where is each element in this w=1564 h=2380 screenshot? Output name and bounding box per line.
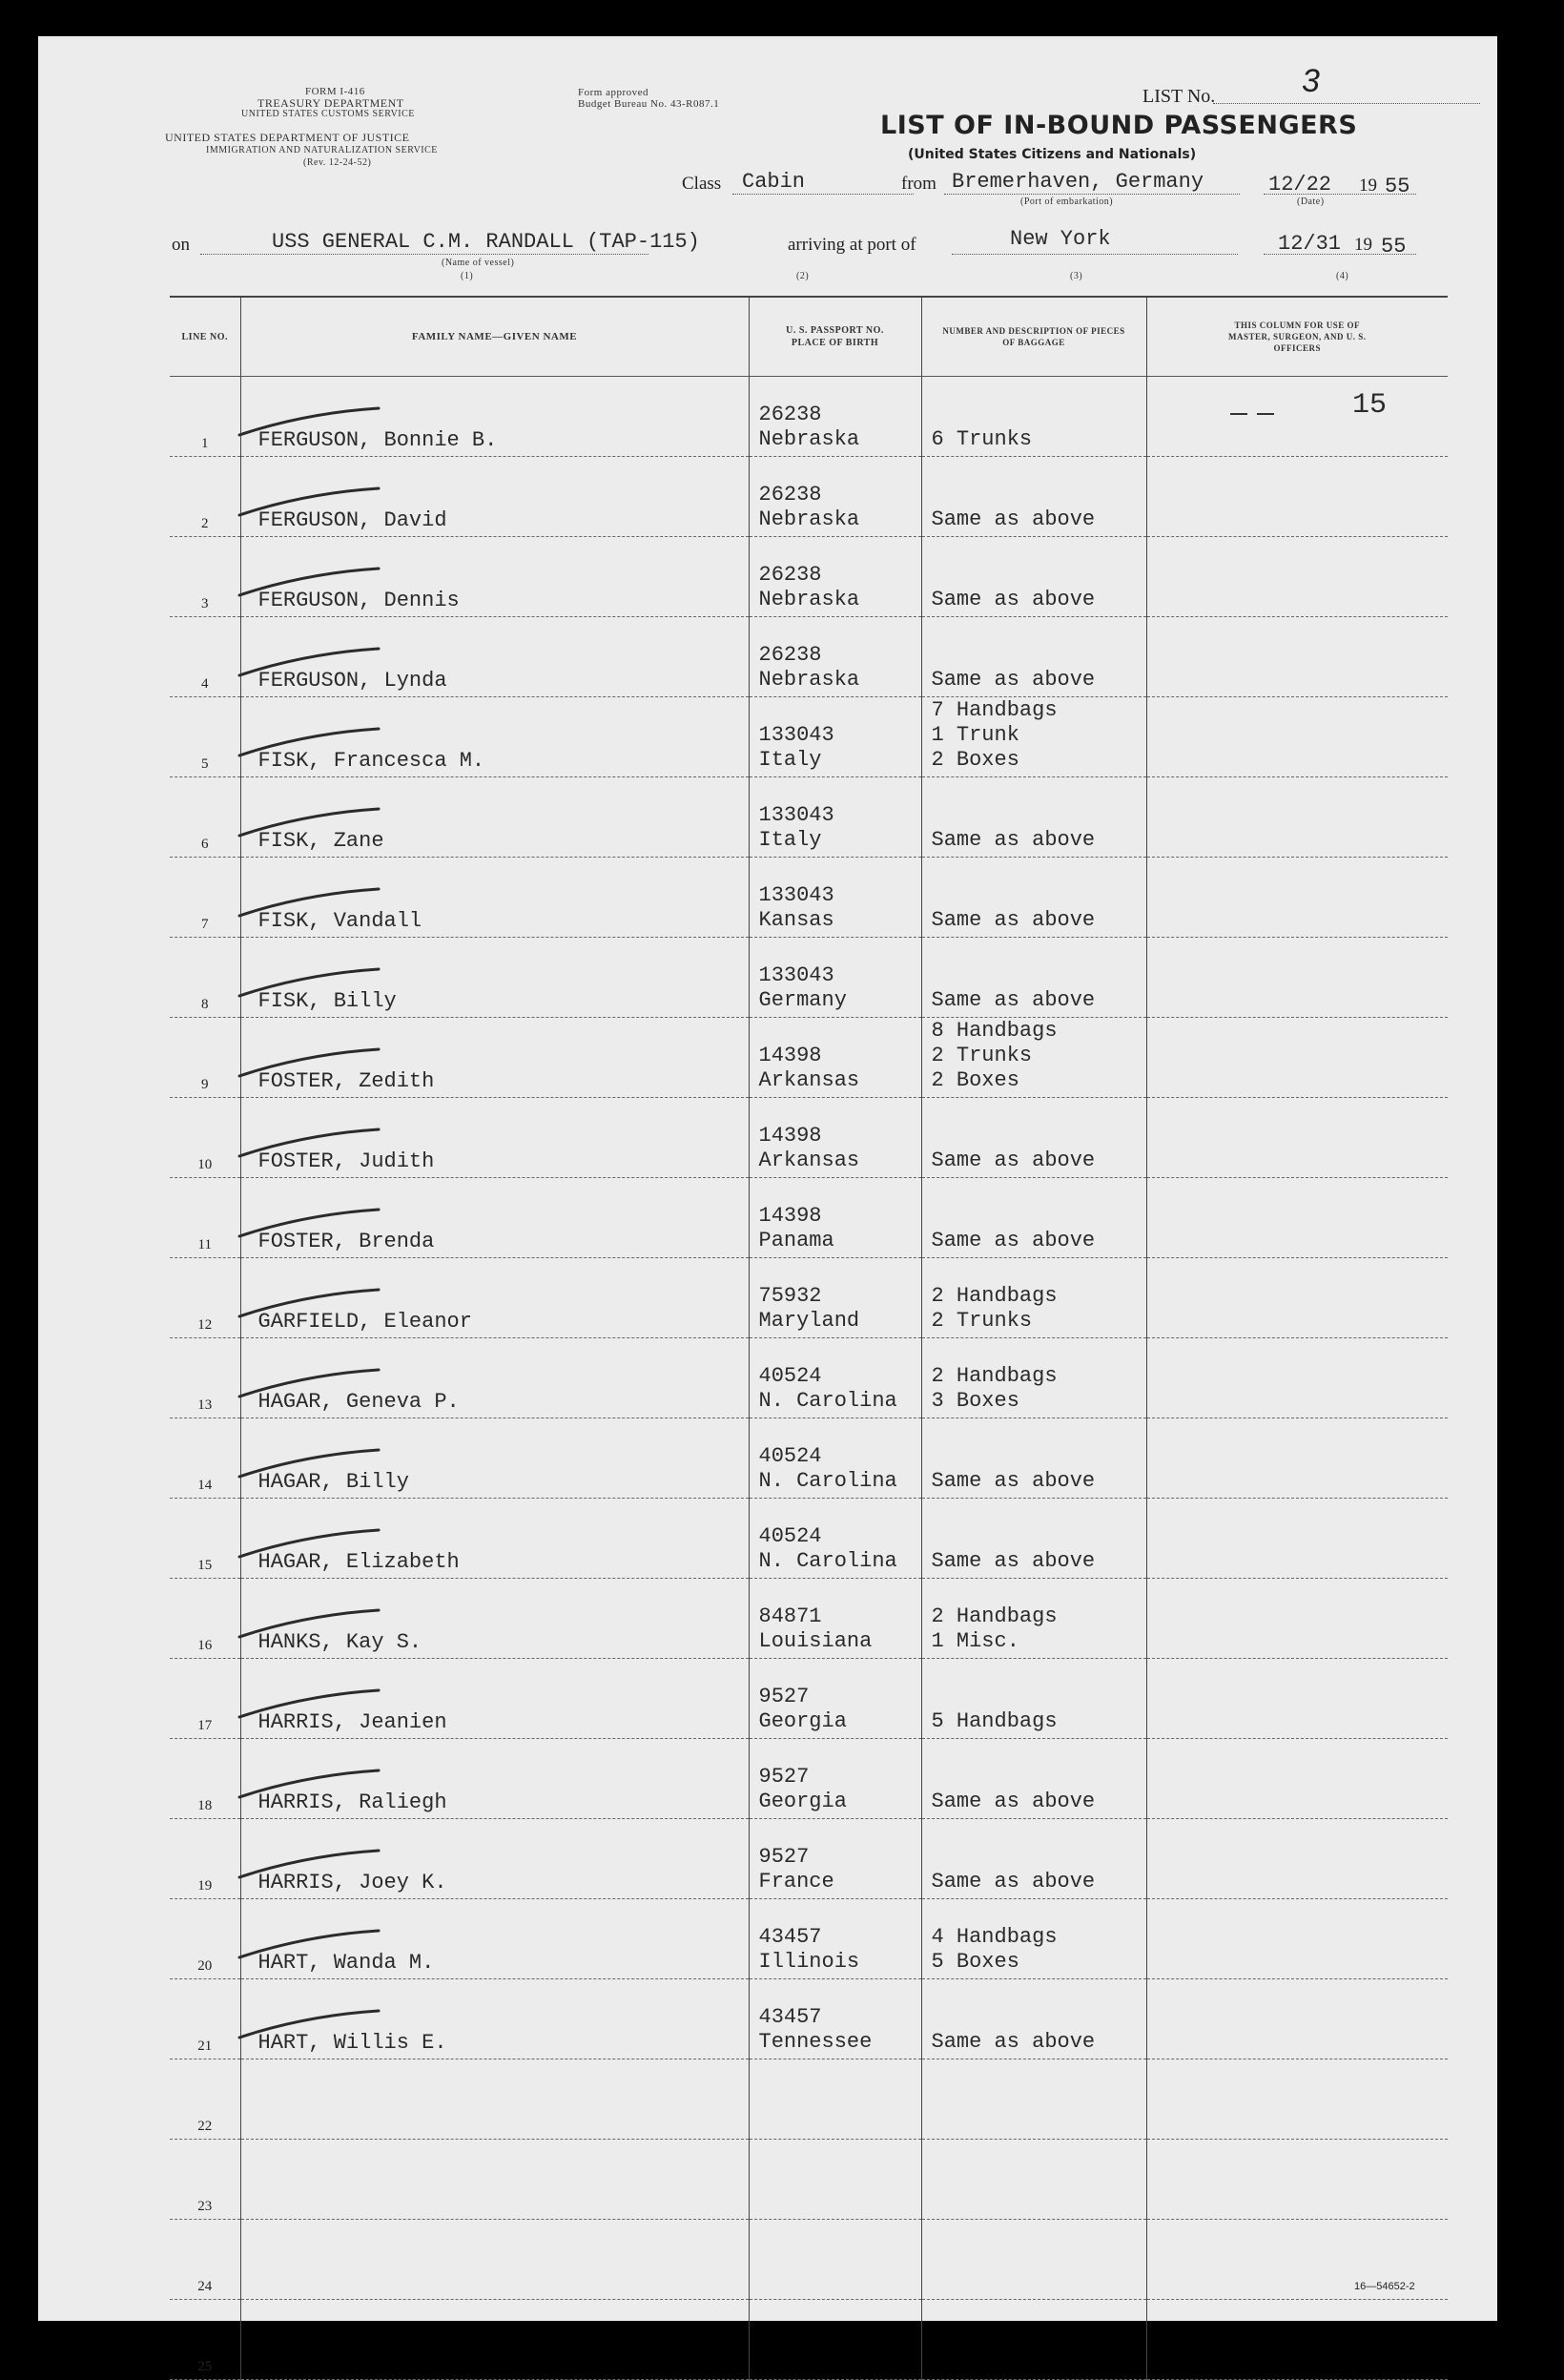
check-mark <box>236 1208 398 1240</box>
place-of-birth: Illinois <box>758 1950 860 1974</box>
check-mark <box>236 967 398 1000</box>
passport-cell <box>749 1659 921 1739</box>
passport-cell <box>749 697 921 777</box>
passport-cell <box>749 2140 921 2220</box>
vessel-line <box>200 254 648 255</box>
check-mark <box>236 567 398 599</box>
arrival-date-line <box>1264 254 1416 255</box>
baggage-cell <box>921 1579 1146 1659</box>
line-number: 13 <box>170 1338 240 1418</box>
line-number: 7 <box>170 858 240 938</box>
check-mark <box>236 2009 398 2041</box>
passport-number: 40524 <box>758 1524 822 1548</box>
arrival-year: 55 <box>1381 235 1407 259</box>
rev-label: (Rev. 12-24-52) <box>303 157 372 168</box>
passenger-name: HAGAR, Geneva P. <box>240 1338 749 1418</box>
baggage-item: Same as above <box>931 1549 1096 1573</box>
caption-3: (3) <box>1070 271 1083 281</box>
table-row <box>170 1258 1448 1338</box>
passport-cell <box>749 1979 921 2059</box>
passport-cell <box>749 1258 921 1338</box>
passport-cell <box>749 1739 921 1819</box>
baggage-item: 5 Handbags <box>931 1709 1058 1733</box>
passport-cell <box>749 1338 921 1418</box>
passenger-name: FISK, Francesca M. <box>240 697 749 777</box>
baggage-cell <box>921 1018 1146 1098</box>
passenger-name: FISK, Billy <box>240 938 749 1018</box>
baggage-item: 1 Misc. <box>931 1629 1019 1653</box>
officer-cell <box>1146 1418 1448 1499</box>
depart-date-line <box>1264 194 1416 195</box>
baggage-item: Same as above <box>931 588 1096 611</box>
table-row <box>170 1418 1448 1499</box>
passport-number: 14398 <box>758 1204 822 1228</box>
passenger-name: HAGAR, Elizabeth <box>240 1499 749 1579</box>
line-number: 15 <box>170 1499 240 1579</box>
check-mark <box>236 1288 398 1320</box>
passport-cell <box>749 537 921 617</box>
passenger-name: FISK, Vandall <box>240 858 749 938</box>
baggage-item: 3 Boxes <box>931 1389 1019 1413</box>
check-mark <box>236 1528 398 1561</box>
passport-number: 9527 <box>758 1765 810 1789</box>
line-number: 5 <box>170 697 240 777</box>
passenger-name: HART, Wanda M. <box>240 1899 749 1979</box>
officer-cell <box>1146 1579 1448 1659</box>
arrival-date: 12/31 <box>1278 232 1342 256</box>
passport-number: 43457 <box>758 1925 822 1949</box>
from-line <box>944 194 1240 195</box>
justice-label: UNITED STATES DEPARTMENT OF JUSTICE <box>165 131 410 144</box>
place-of-birth: Kansas <box>758 908 834 932</box>
treasury-label: TREASURY DEPARTMENT <box>257 96 404 110</box>
place-of-birth: Louisiana <box>758 1629 873 1653</box>
from-label: from <box>901 174 936 194</box>
line-number: 10 <box>170 1098 240 1178</box>
officer-cell <box>1146 1018 1448 1098</box>
line-number: 11 <box>170 1178 240 1258</box>
baggage-cell <box>921 1899 1146 1979</box>
passport-cell <box>749 1579 921 1659</box>
place-of-birth: Nebraska <box>758 588 860 611</box>
col-name-header: FAMILY NAME—GIVEN NAME <box>240 297 749 377</box>
table-row <box>170 2220 1448 2300</box>
table-row <box>170 1739 1448 1819</box>
table-row <box>170 938 1448 1018</box>
depart-year-prefix: 19 <box>1359 176 1377 196</box>
baggage-cell <box>921 1178 1146 1258</box>
passport-number: 26238 <box>758 563 822 587</box>
officer-cell <box>1146 377 1448 457</box>
passport-cell <box>749 858 921 938</box>
baggage-item: Same as above <box>931 1149 1096 1172</box>
list-no-value: 3 <box>1302 63 1320 99</box>
baggage-cell <box>921 1338 1146 1418</box>
form-approved: Form approved <box>578 87 649 98</box>
ins-label: IMMIGRATION AND NATURALIZATION SERVICE <box>206 145 438 155</box>
passport-number: 133043 <box>758 803 834 827</box>
line-number: 12 <box>170 1258 240 1338</box>
officer-cell <box>1146 617 1448 697</box>
check-mark <box>236 1849 398 1881</box>
line-number: 20 <box>170 1899 240 1979</box>
form-code: 16—54652-2 <box>1354 2281 1415 2292</box>
check-mark <box>236 647 398 679</box>
baggage-item: 2 Handbags <box>931 1604 1058 1628</box>
place-of-birth: Arkansas <box>758 1149 860 1172</box>
passport-cell <box>749 2059 921 2140</box>
arrival-port-line <box>952 254 1238 255</box>
passport-number: 14398 <box>758 1124 822 1148</box>
passenger-name: FERGUSON, Bonnie B. <box>240 377 749 457</box>
officer-cell <box>1146 2140 1448 2220</box>
officer-cell <box>1146 697 1448 777</box>
line-number: 19 <box>170 1819 240 1899</box>
officer-cell <box>1146 1098 1448 1178</box>
class-label: Class <box>682 174 722 194</box>
baggage-cell <box>921 777 1146 858</box>
baggage-cell <box>921 1739 1146 1819</box>
passenger-name: FISK, Zane <box>240 777 749 858</box>
passenger-name: HANKS, Kay S. <box>240 1579 749 1659</box>
place-of-birth: France <box>758 1870 834 1894</box>
check-mark <box>236 887 398 920</box>
place-of-birth: Nebraska <box>758 507 860 531</box>
officer-cell <box>1146 777 1448 858</box>
table-row <box>170 2059 1448 2140</box>
officer-cell <box>1146 2059 1448 2140</box>
baggage-item: Same as above <box>931 1469 1096 1493</box>
passport-cell <box>749 457 921 537</box>
table-row <box>170 1338 1448 1418</box>
officer-cell <box>1146 1739 1448 1819</box>
passport-number: 14398 <box>758 1044 822 1067</box>
vessel-name: USS GENERAL C.M. RANDALL (TAP-115) <box>272 230 700 254</box>
caption-2: (2) <box>796 271 810 281</box>
baggage-item: Same as above <box>931 668 1096 692</box>
baggage-item: 2 Handbags <box>931 1364 1058 1388</box>
officer-cell <box>1146 1659 1448 1739</box>
from-value: Bremerhaven, Germany <box>952 170 1204 194</box>
table-row <box>170 1178 1448 1258</box>
officer-cell <box>1146 1899 1448 1979</box>
table-row <box>170 1899 1448 1979</box>
passport-cell <box>749 1899 921 1979</box>
customs-label: UNITED STATES CUSTOMS SERVICE <box>241 109 415 119</box>
baggage-item: Same as above <box>931 507 1096 531</box>
place-of-birth: Georgia <box>758 1709 847 1733</box>
passport-number: 9527 <box>758 1845 810 1869</box>
officer-cell <box>1146 858 1448 938</box>
baggage-cell <box>921 2300 1146 2380</box>
table-row <box>170 697 1448 777</box>
passport-cell <box>749 617 921 697</box>
passenger-name: HARRIS, Jeanien <box>240 1659 749 1739</box>
line-number: 1 <box>170 377 240 457</box>
table-row <box>170 537 1448 617</box>
place-of-birth: N. Carolina <box>758 1549 897 1573</box>
baggage-item: 2 Boxes <box>931 1068 1019 1092</box>
baggage-cell <box>921 2220 1146 2300</box>
baggage-cell <box>921 377 1146 457</box>
passport-number: 133043 <box>758 723 834 747</box>
baggage-item: Same as above <box>931 1790 1096 1813</box>
officer-cell <box>1146 1979 1448 2059</box>
table-row <box>170 1018 1448 1098</box>
baggage-cell <box>921 537 1146 617</box>
baggage-cell <box>921 1258 1146 1338</box>
baggage-item: 2 Boxes <box>931 748 1019 772</box>
check-mark <box>236 406 398 439</box>
baggage-cell <box>921 457 1146 537</box>
table-row <box>170 2300 1448 2380</box>
passport-cell <box>749 1819 921 1899</box>
passenger-name: HAGAR, Billy <box>240 1418 749 1499</box>
check-mark <box>236 1448 398 1480</box>
baggage-cell <box>921 1819 1146 1899</box>
passport-number: 133043 <box>758 963 834 987</box>
budget-bureau: Budget Bureau No. 43-R087.1 <box>578 98 720 110</box>
baggage-cell <box>921 1499 1146 1579</box>
passport-number: 84871 <box>758 1604 822 1628</box>
officer-cell <box>1146 1338 1448 1418</box>
line-number: 16 <box>170 1579 240 1659</box>
passport-number: 43457 <box>758 2005 822 2029</box>
passport-cell <box>749 1418 921 1499</box>
col-officers-header: THIS COLUMN FOR USE OF MASTER, SURGEON, AND U. S. OFFICERS <box>1146 297 1448 377</box>
baggage-cell <box>921 697 1146 777</box>
baggage-item: 5 Boxes <box>931 1950 1019 1974</box>
passenger-name: HARRIS, Joey K. <box>240 1819 749 1899</box>
baggage-cell <box>921 1098 1146 1178</box>
place-of-birth: Tennessee <box>758 2030 873 2054</box>
line-number: 6 <box>170 777 240 858</box>
col-line-header: LINE NO. <box>170 297 240 377</box>
place-of-birth: Nebraska <box>758 668 860 692</box>
passport-cell <box>749 2300 921 2380</box>
baggage-item: 1 Trunk <box>931 723 1019 747</box>
page-subtitle: (United States Citizens and Nationals) <box>908 147 1197 162</box>
place-of-birth: Italy <box>758 828 822 852</box>
passenger-name <box>240 2140 749 2220</box>
table-row <box>170 858 1448 938</box>
officer-cell <box>1146 938 1448 1018</box>
baggage-cell <box>921 1418 1146 1499</box>
baggage-cell <box>921 938 1146 1018</box>
officer-cell <box>1146 2300 1448 2380</box>
officer-cell <box>1146 457 1448 537</box>
passport-number: 26238 <box>758 483 822 507</box>
passenger-name <box>240 2220 749 2300</box>
place-of-birth: N. Carolina <box>758 1389 897 1413</box>
passenger-name: FOSTER, Judith <box>240 1098 749 1178</box>
officer-cell <box>1146 537 1448 617</box>
line-number: 4 <box>170 617 240 697</box>
table-row <box>170 1979 1448 2059</box>
officer-note: 15 <box>1352 389 1388 422</box>
passport-cell <box>749 777 921 858</box>
baggage-cell <box>921 2140 1146 2220</box>
place-of-birth: Arkansas <box>758 1068 860 1092</box>
table-row <box>170 1499 1448 1579</box>
form-number: FORM I-416 <box>305 86 365 97</box>
baggage-item: 8 Handbags <box>931 1019 1058 1043</box>
baggage-item: Same as above <box>931 988 1096 1012</box>
baggage-item: 6 Trunks <box>931 427 1033 451</box>
check-mark <box>236 1128 398 1160</box>
line-number: 2 <box>170 457 240 537</box>
depart-date: 12/22 <box>1268 173 1332 197</box>
passport-number: 40524 <box>758 1364 822 1388</box>
baggage-item: Same as above <box>931 1229 1096 1252</box>
check-mark <box>236 807 398 839</box>
table-row <box>170 1579 1448 1659</box>
check-mark <box>236 1608 398 1641</box>
baggage-item: 4 Handbags <box>931 1925 1058 1949</box>
baggage-item: 2 Handbags <box>931 1284 1058 1308</box>
baggage-item: Same as above <box>931 828 1096 852</box>
col-baggage-header: NUMBER AND DESCRIPTION OF PIECES OF BAGGAGE <box>921 297 1146 377</box>
baggage-item: Same as above <box>931 2030 1096 2054</box>
passport-cell <box>749 1098 921 1178</box>
baggage-cell <box>921 617 1146 697</box>
line-number: 17 <box>170 1659 240 1739</box>
table-row <box>170 1659 1448 1739</box>
check-mark <box>236 486 398 519</box>
passport-cell <box>749 1499 921 1579</box>
manifest-page <box>38 36 1497 2374</box>
baggage-cell <box>921 2059 1146 2140</box>
line-number: 8 <box>170 938 240 1018</box>
passenger-name <box>240 2300 749 2380</box>
officer-cell <box>1146 1258 1448 1338</box>
line-number: 18 <box>170 1739 240 1819</box>
check-mark <box>236 1688 398 1721</box>
passport-number: 40524 <box>758 1444 822 1468</box>
baggage-item: 7 Handbags <box>931 698 1058 722</box>
place-of-birth: Italy <box>758 748 822 772</box>
officer-cell <box>1146 1819 1448 1899</box>
passport-number: 75932 <box>758 1284 822 1308</box>
table-body <box>170 377 1448 2380</box>
caption-1: (1) <box>461 271 474 281</box>
place-of-birth: Georgia <box>758 1790 847 1813</box>
officer-cell <box>1146 1499 1448 1579</box>
list-no-label: LIST No. <box>1142 86 1216 107</box>
check-mark <box>236 1368 398 1400</box>
col-passport-header: U. S. PASSPORT NO. PLACE OF BIRTH <box>749 297 921 377</box>
passenger-name: HARRIS, Raliegh <box>240 1739 749 1819</box>
table-row <box>170 377 1448 457</box>
page-title: LIST OF IN-BOUND PASSENGERS <box>880 111 1358 140</box>
class-value: Cabin <box>742 170 806 194</box>
baggage-item: Same as above <box>931 908 1096 932</box>
baggage-item: 2 Trunks <box>931 1309 1033 1333</box>
passport-number: 26238 <box>758 403 822 426</box>
place-of-birth: Maryland <box>758 1309 860 1333</box>
baggage-cell <box>921 1979 1146 2059</box>
passenger-name <box>240 2059 749 2140</box>
check-mark <box>236 727 398 759</box>
table-header-row <box>170 297 1448 377</box>
depart-year: 55 <box>1385 175 1410 198</box>
table-row <box>170 617 1448 697</box>
passport-number: 26238 <box>758 643 822 667</box>
line-number: 9 <box>170 1018 240 1098</box>
passport-number: 133043 <box>758 883 834 907</box>
arriving-label: arriving at port of <box>788 235 916 255</box>
port-embark-caption: (Port of embarkation) <box>1020 197 1114 207</box>
passport-cell <box>749 938 921 1018</box>
baggage-item: Same as above <box>931 1870 1096 1894</box>
caption-4: (4) <box>1336 271 1349 281</box>
place-of-birth: N. Carolina <box>758 1469 897 1493</box>
baggage-cell <box>921 1659 1146 1739</box>
class-line <box>732 194 914 195</box>
place-of-birth: Germany <box>758 988 847 1012</box>
on-label: on <box>172 235 190 255</box>
table-row <box>170 1098 1448 1178</box>
table-row <box>170 1819 1448 1899</box>
passenger-name: HART, Willis E. <box>240 1979 749 2059</box>
officer-cell <box>1146 1178 1448 1258</box>
line-number: 21 <box>170 1979 240 2059</box>
passport-cell <box>749 1178 921 1258</box>
place-of-birth: Panama <box>758 1229 834 1252</box>
line-number: 25 <box>170 2300 240 2380</box>
check-mark <box>236 1929 398 1961</box>
table-row <box>170 777 1448 858</box>
check-mark <box>236 1047 398 1080</box>
line-number: 22 <box>170 2059 240 2140</box>
check-mark <box>236 1769 398 1801</box>
passenger-name: FERGUSON, Lynda <box>240 617 749 697</box>
list-no-line <box>1213 103 1480 104</box>
passport-cell <box>749 1018 921 1098</box>
line-number: 3 <box>170 537 240 617</box>
arrival-port: New York <box>1010 227 1111 251</box>
baggage-cell <box>921 858 1146 938</box>
line-number: 23 <box>170 2140 240 2220</box>
passenger-name: FOSTER, Zedith <box>240 1018 749 1098</box>
passport-cell <box>749 377 921 457</box>
line-number: 14 <box>170 1418 240 1499</box>
passenger-name: GARFIELD, Eleanor <box>240 1258 749 1338</box>
passport-cell <box>749 2220 921 2300</box>
passenger-name: FOSTER, Brenda <box>240 1178 749 1258</box>
table-row <box>170 2140 1448 2220</box>
date-caption: (Date) <box>1297 197 1325 207</box>
table-row <box>170 457 1448 537</box>
passenger-table <box>170 296 1448 2380</box>
arrival-year-prefix: 19 <box>1354 235 1372 255</box>
passenger-name: FERGUSON, David <box>240 457 749 537</box>
passenger-name: FERGUSON, Dennis <box>240 537 749 617</box>
passport-number: 9527 <box>758 1685 810 1708</box>
line-number: 24 <box>170 2220 240 2300</box>
place-of-birth: Nebraska <box>758 427 860 451</box>
baggage-item: 2 Trunks <box>931 1044 1033 1067</box>
vessel-caption: (Name of vessel) <box>442 258 515 268</box>
